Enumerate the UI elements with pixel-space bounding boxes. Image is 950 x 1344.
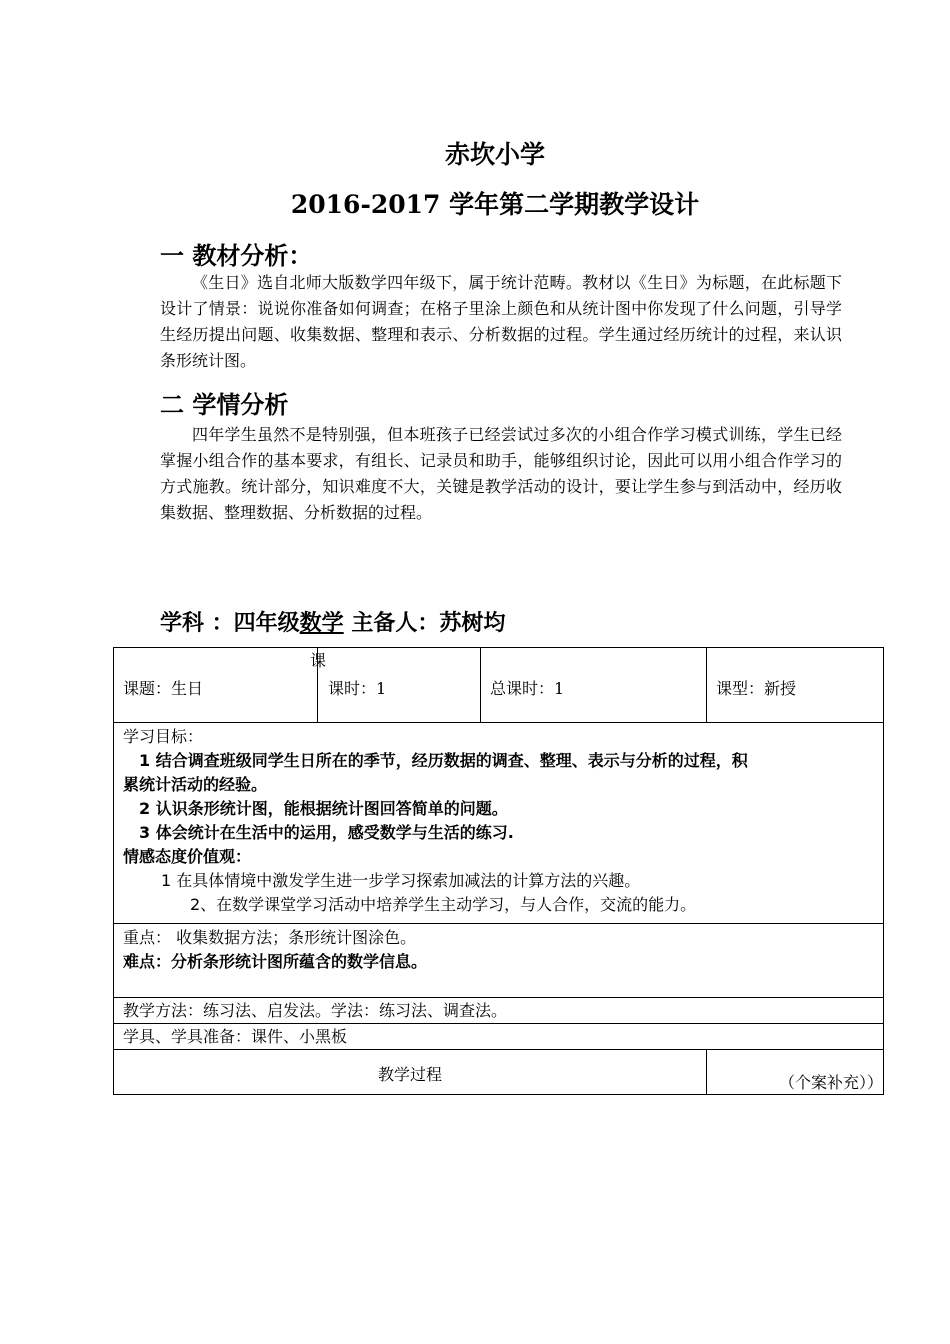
lesson-type-cell <box>707 648 884 723</box>
goal-3: 3 体会统计在生活中的运用，感受数学与生活的练习. <box>139 823 514 842</box>
process-cell <box>114 1050 707 1095</box>
emotion-goal-1: 1 在具体情境中激发学生进一步学习探索加减法的计算方法的兴趣。 <box>161 871 641 890</box>
goals-title: 学习目标： <box>123 727 204 746</box>
student-analysis-paragraph: 四年学生虽然不是特别强，但本班孩子已经尝试过多次的小组合作学习模式训练，学生已经掌握小组合作的基本要求，有组长、记录员和助手，能够组织讨论，因此可以用小组合作学习的方式施教。统计部分，知识难度不大，关键是教学活动的设计，要让学生参与到活动中，经历收集数据、整理数据、分析数据的过程。 <box>160 425 842 522</box>
topic-cell <box>114 648 318 723</box>
materials-text: 学具、学具准备：课件、小黑板 <box>123 1027 348 1046</box>
lesson-hours-cell <box>310 648 481 723</box>
lesson-hours-text: 课时：1 <box>328 679 387 698</box>
preparer: 主备人：苏树均 <box>343 610 506 636</box>
lesson-info-row <box>114 648 884 723</box>
document-title: 2016-2017 学年第二学期教学设计 <box>290 190 700 219</box>
topic-text: 课题：生日 <box>123 679 204 698</box>
methods-text: 教学方法：练习法、启发法。学法：练习法、调查法。 <box>123 1001 508 1020</box>
goal-1-line-2: 累统计活动的经验。 <box>123 775 268 794</box>
goal-2: 2 认识条形统计图，能根据统计图回答简单的问题。 <box>139 799 508 818</box>
methods-row <box>114 998 884 1024</box>
materials-row <box>114 1024 884 1050</box>
methods-cell <box>114 998 884 1024</box>
process-label: 教学过程 <box>377 1065 442 1084</box>
subject-name: 数学 <box>299 610 344 636</box>
total-hours-text: 总课时：1 <box>490 679 565 698</box>
lesson-stray-char: 课 <box>310 651 327 670</box>
goals-cell <box>114 723 884 924</box>
school-name: 赤坎小学 <box>444 140 545 169</box>
goal-1-line-1: 1 结合调查班级同学生日所在的季节，经历数据的调查、整理、表示与分析的过程，积 <box>139 751 748 770</box>
supplement-cell <box>707 1050 884 1095</box>
textbook-analysis-paragraph: 《生日》选自北师大版数学四年级下，属于统计范畴。教材以《生日》为标题，在此标题下设计了情景：说说你准备如何调查；在格子里涂上颜色和从统计图中你发现了什么问题，引导学生经历提出问题、收集数据、整理和表示、分析数据的过程。学生通过经历统计的过程，来认识条形统计图。 <box>160 273 842 370</box>
process-row <box>114 1050 884 1095</box>
section-heading-student-analysis: 二 学情分析 <box>160 390 289 419</box>
goals-row <box>114 723 884 924</box>
subject-line <box>160 606 505 637</box>
lesson-type-text: 课型：新授 <box>716 679 797 698</box>
emotion-goal-2: 2、在数学课堂学习活动中培养学生主动学习，与人合作，交流的能力。 <box>190 895 697 914</box>
section-heading-textbook-analysis: 一 教材分析： <box>160 241 313 270</box>
emotion-title: 情感态度价值观： <box>123 847 252 866</box>
subject-prefix: 学科 ：四年级 <box>160 610 300 636</box>
key-points-row <box>114 924 884 998</box>
key-points-cell <box>114 924 884 998</box>
materials-cell <box>114 1024 884 1050</box>
lesson-plan-table <box>113 647 884 1095</box>
difficulty-point: 难点：分析条形统计图所蕴含的数学信息。 <box>123 952 428 971</box>
supplement-label: （个案补充）） <box>778 1073 883 1092</box>
total-hours-cell <box>481 648 707 723</box>
key-point: 重点： 收集数据方法；条形统计图涂色。 <box>123 928 417 947</box>
